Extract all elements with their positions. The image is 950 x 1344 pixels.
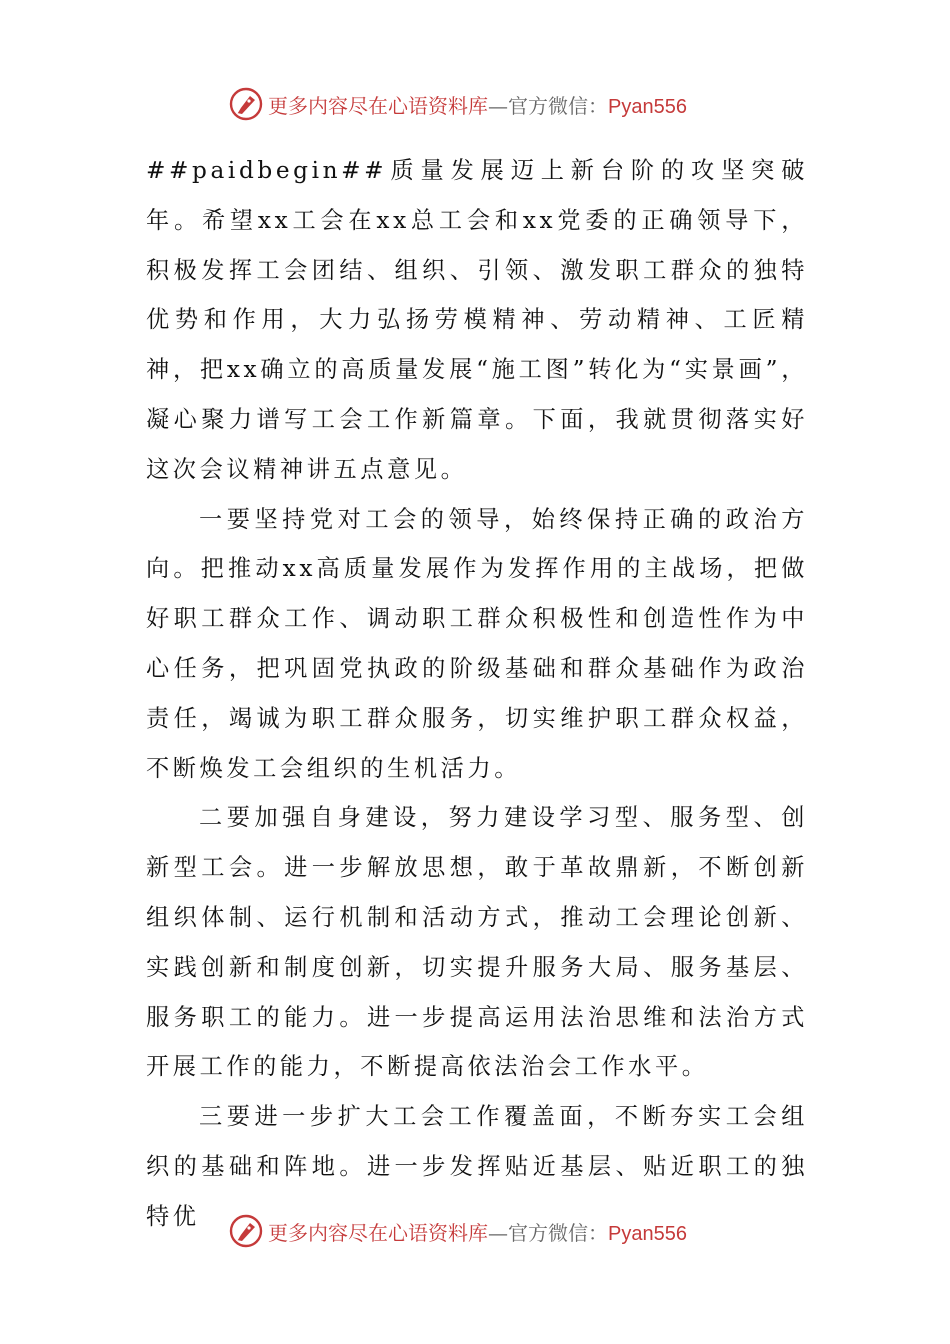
banner-separator: — bbox=[488, 1220, 508, 1245]
pen-nib-circle-icon bbox=[228, 1213, 264, 1249]
banner-wechat-label: 官方微信： bbox=[508, 1220, 608, 1245]
header-banner bbox=[228, 84, 748, 124]
banner-wechat-label: 官方微信： bbox=[508, 93, 608, 118]
paragraph-1: ##paidbegin##质量发展迈上新台阶的攻坚突破年。希望xx工会在xx总工会和xx党委的正确领导下，积极发挥工会团结、组织、引领、激发职工群众的独特优势和作用，大力弘扬劳模精神、劳动精神、工匠精神，把xx确立的高质量发展“施工图”转化为“实景画”，凝心聚力谱写工会工作新篇章。下面，我就贯彻落实好这次会议精神讲五点意见。 bbox=[146, 157, 808, 483]
banner-text bbox=[268, 90, 687, 119]
banner-text bbox=[268, 1217, 687, 1246]
banner-main-text: 更多内容尽在心语资料库 bbox=[268, 1220, 488, 1245]
banner-separator: — bbox=[488, 93, 508, 118]
paragraph-4: 三要进一步扩大工会工作覆盖面，不断夯实工会组织的基础和阵地。进一步发挥贴近基层、贴近职工的独特优 bbox=[146, 1103, 808, 1230]
banner-wechat-id: Pyan556 bbox=[608, 95, 687, 118]
pen-nib-circle-icon bbox=[228, 86, 264, 122]
footer-banner bbox=[228, 1211, 748, 1251]
banner-main-text: 更多内容尽在心语资料库 bbox=[268, 93, 488, 118]
banner-wechat-id: Pyan556 bbox=[608, 1222, 687, 1245]
document-body bbox=[146, 146, 808, 1242]
paragraph-3: 二要加强自身建设，努力建设学习型、服务型、创新型工会。进一步解放思想，敢于革故鼎新，不断创新组织体制、运行机制和活动方式，推动工会理论创新、实践创新和制度创新，切实提升服务大局、服务基层、服务职工的能力。进一步提高运用法治思维和法治方式开展工作的能力，不断提高依法治会工作水平。 bbox=[146, 804, 808, 1081]
paragraph-2: 一要坚持党对工会的领导，始终保持正确的政治方向。把推动xx高质量发展作为发挥作用的主战场，把做好职工群众工作、调动职工群众积极性和创造性作为中心任务，把巩固党执政的阶级基础和群众基础作为政治责任，竭诚为职工群众服务，切实维护职工群众权益，不断焕发工会组织的生机活力。 bbox=[146, 505, 808, 782]
